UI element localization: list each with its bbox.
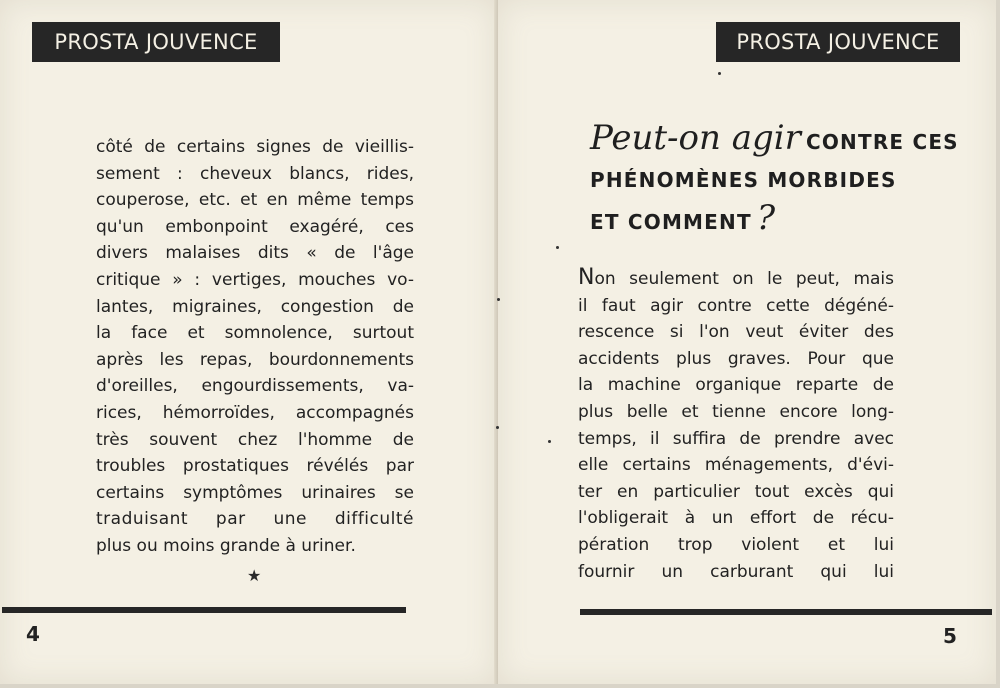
left-line: sement : cheveux blancs, rides, <box>96 163 414 184</box>
right-line: ter en particulier tout excès qui <box>578 481 894 502</box>
right-footer-rule <box>580 609 992 615</box>
paper-speck <box>556 246 559 249</box>
left-page <box>0 0 497 684</box>
right-line: plus belle et tienne encore long- <box>578 401 894 422</box>
title-caps-2: PHÉNOMÈNES MORBIDES <box>590 168 897 192</box>
left-line: rices, hémorroïdes, accompagnés <box>96 402 414 423</box>
right-line: la machine organique reparte de <box>578 375 894 396</box>
left-line: la face et somnolence, surtout <box>96 323 414 344</box>
first-line-text: on seulement on le peut, mais <box>594 269 894 289</box>
title-line-2 <box>590 162 950 200</box>
title-line-3 <box>590 200 950 242</box>
paper-speck <box>548 440 551 443</box>
left-line: côté de certains signes de vieillis- <box>96 137 414 157</box>
title-line-1 <box>590 118 959 162</box>
left-header-text: PROSTA JOUVENCE <box>54 30 258 54</box>
right-line: l'obligerait à un effort de récu- <box>578 508 894 529</box>
right-first-line <box>578 265 894 293</box>
paper-speck <box>497 298 500 301</box>
left-line: couperose, etc. et en même temps <box>96 190 414 211</box>
right-line: rescence si l'on veut éviter des <box>578 322 894 343</box>
left-line: après les repas, bourdonnements <box>96 349 414 370</box>
paper-speck <box>718 72 721 75</box>
drop-cap: N <box>578 265 595 290</box>
left-line: traduisant par une difficulté <box>96 509 414 530</box>
title-caps-1: CONTRE CES <box>805 130 959 154</box>
left-page-number: 4 <box>26 622 40 646</box>
section-title <box>590 118 959 242</box>
right-header-text: PROSTA JOUVENCE <box>736 30 940 54</box>
left-line: divers malaises dits « de l'âge <box>96 243 414 264</box>
left-line: lantes, migraines, congestion de <box>96 296 414 317</box>
title-caps-3: ET COMMENT <box>590 210 752 234</box>
left-line: d'oreilles, engourdissements, va- <box>96 376 414 397</box>
left-line: qu'un embonpoint exagéré, ces <box>96 216 414 237</box>
right-line: elle certains ménagements, d'évi- <box>578 455 894 476</box>
paper-speck <box>496 426 499 429</box>
right-page <box>498 0 996 684</box>
right-line: fournir un carburant qui lui <box>578 561 894 582</box>
left-line: certains symptômes urinaires se <box>96 482 414 503</box>
right-header-banner <box>716 22 960 62</box>
right-line: il faut agir contre cette dégéné- <box>578 295 894 316</box>
right-line: temps, il suffira de prendre avec <box>578 428 894 449</box>
title-script: Peut-on agir <box>590 118 801 158</box>
left-body-text <box>96 134 414 560</box>
right-line: accidents plus graves. Pour que <box>578 348 894 369</box>
title-question-mark: ? <box>756 198 776 238</box>
star-ornament: ★ <box>247 566 262 585</box>
left-footer-rule <box>2 607 406 613</box>
left-header-banner <box>32 22 280 62</box>
right-line: pération trop violent et lui <box>578 534 894 555</box>
left-line: très souvent chez l'homme de <box>96 429 414 450</box>
left-line: troubles prostatiques révélés par <box>96 456 414 477</box>
left-line: plus ou moins grande à uriner. <box>96 535 356 556</box>
right-body-text <box>578 265 894 585</box>
right-page-number: 5 <box>943 624 957 648</box>
left-line: critique » : vertiges, mouches vo- <box>96 269 414 290</box>
